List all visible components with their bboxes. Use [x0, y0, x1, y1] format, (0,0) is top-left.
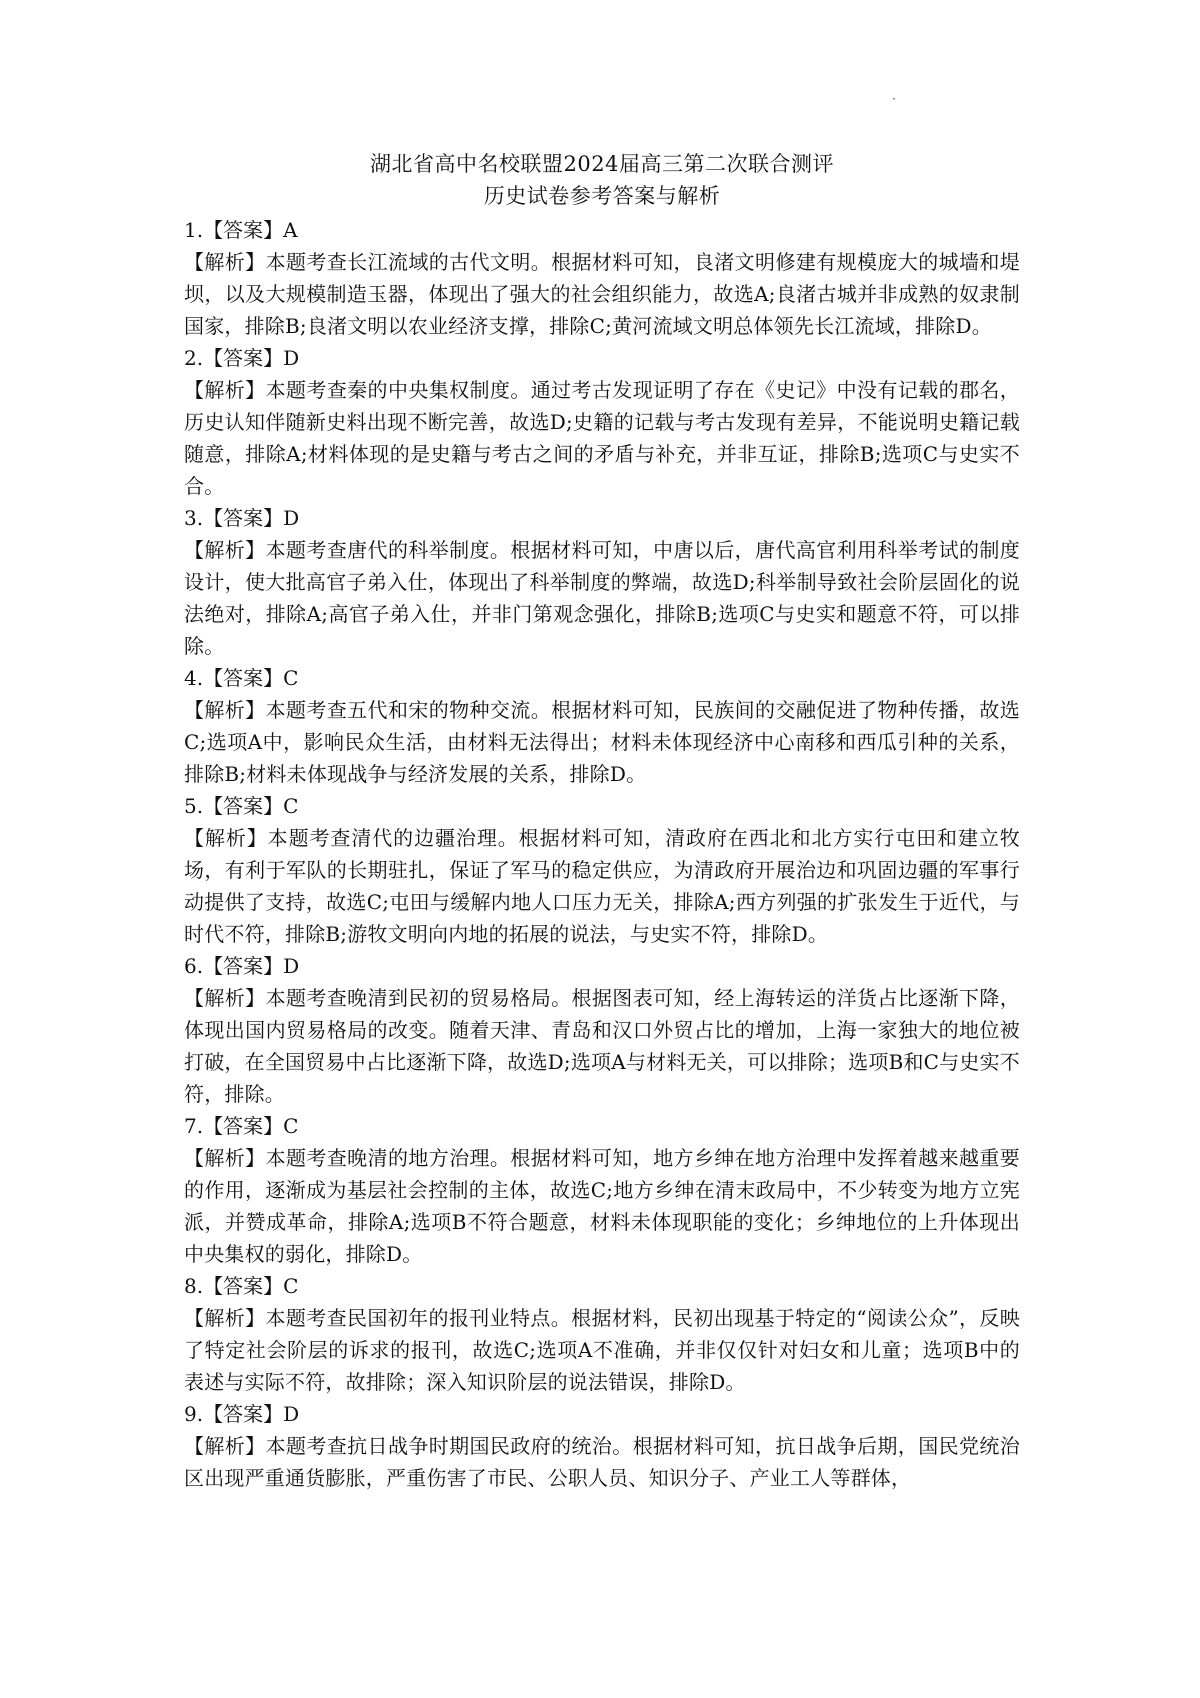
answer-item-9 [184, 1398, 1020, 1494]
answer-line: 1.【答案】A [184, 218, 298, 242]
answer-line: 5.【答案】C [184, 794, 299, 818]
answer-item-8 [184, 1270, 1020, 1398]
analysis-paragraph: 【解析】本题考查长江流域的古代文明。根据材料可知，良渚文明修建有规模庞大的城墙和堤坝，以及大规模制造玉器，体现出了强大的社会组织能力，故选A;良渚古城并非成熟的奴隶制国家，排除B;良渚文明以农业经济支撑，排除C;黄河流域文明总体领先长江流域，排除D。 [184, 250, 1020, 338]
answer-item-7 [184, 1110, 1020, 1270]
answer-line: 7.【答案】C [184, 1114, 299, 1138]
analysis-paragraph: 【解析】本题考查清代的边疆治理。根据材料可知，清政府在西北和北方实行屯田和建立牧场，有利于军队的长期驻扎，保证了军马的稳定供应，为清政府开展治边和巩固边疆的军事行动提供了支持，故选C;屯田与缓解内地人口压力无关，排除A;西方列强的扩张发生于近代，与时代不符，排除B;游牧文明向内地的拓展的说法，与史实不符，排除D。 [184, 826, 1020, 946]
answer-list [184, 214, 1020, 1494]
analysis-paragraph: 【解析】本题考查秦的中央集权制度。通过考古发现证明了存在《史记》中没有记载的郡名，历史认知伴随新史料出现不断完善，故选D;史籍的记载与考古发现有差异，不能说明史籍记载随意，排除A;材料体现的是史籍与考古之间的矛盾与补充，并非互证，排除B;选项C与史实不合。 [184, 378, 1020, 498]
answer-item-1 [184, 214, 1020, 342]
answer-item-3 [184, 502, 1020, 662]
analysis-paragraph: 【解析】本题考查五代和宋的物种交流。根据材料可知，民族间的交融促进了物种传播，故选C;选项A中，影响民众生活，由材料无法得出；材料未体现经济中心南移和西瓜引种的关系，排除B;材料未体现战争与经济发展的关系，排除D。 [184, 698, 1020, 786]
analysis-paragraph: 【解析】本题考查晚清到民初的贸易格局。根据图表可知，经上海转运的洋货占比逐渐下降，体现出国内贸易格局的改变。随着天津、青岛和汉口外贸占比的增加，上海一家独大的地位被打破，在全国贸易中占比逐渐下降，故选D;选项A与材料无关，可以排除；选项B和C与史实不符，排除。 [184, 986, 1020, 1106]
answer-item-6 [184, 950, 1020, 1110]
answer-line: 6.【答案】D [184, 954, 300, 978]
answer-document [184, 148, 1020, 1494]
answer-line: 8.【答案】C [184, 1274, 299, 1298]
answer-item-5 [184, 790, 1020, 950]
answer-item-2 [184, 342, 1020, 502]
answer-item-4 [184, 662, 1020, 790]
document-subtitle: 历史试卷参考答案与解析 [483, 184, 721, 208]
analysis-paragraph: 【解析】本题考查民国初年的报刊业特点。根据材料，民初出现基于特定的“阅读公众”，反映了特定社会阶层的诉求的报刊，故选C;选项A不准确，并非仅仅针对妇女和儿童；选项B中的表述与实际不符，故排除；深入知识阶层的说法错误，排除D。 [184, 1306, 1020, 1394]
analysis-paragraph: 【解析】本题考查晚清的地方治理。根据材料可知，地方乡绅在地方治理中发挥着越来越重要的作用，逐渐成为基层社会控制的主体，故选C;地方乡绅在清末政局中，不少转变为地方立宪派，并赞成革命，排除A;选项B不符合题意，材料未体现职能的变化；乡绅地位的上升体现出中央集权的弱化，排除D。 [184, 1146, 1020, 1266]
answer-line: 3.【答案】D [184, 506, 300, 530]
page-dot-mark: · [892, 92, 896, 106]
document-title: 湖北省高中名校联盟2024届高三第二次联合测评 [370, 152, 834, 176]
answer-line: 2.【答案】D [184, 346, 300, 370]
answer-line: 9.【答案】D [184, 1402, 300, 1426]
answer-line: 4.【答案】C [184, 666, 299, 690]
analysis-paragraph: 【解析】本题考查唐代的科举制度。根据材料可知，中唐以后，唐代高官利用科举考试的制度设计，使大批高官子弟入仕，体现出了科举制度的弊端，故选D;科举制导致社会阶层固化的说法绝对，排除A;高官子弟入仕，并非门第观念强化，排除B;选项C与史实和题意不符，可以排除。 [184, 538, 1020, 658]
analysis-paragraph: 【解析】本题考查抗日战争时期国民政府的统治。根据材料可知，抗日战争后期，国民党统治区出现严重通货膨胀，严重伤害了市民、公职人员、知识分子、产业工人等群体， [184, 1434, 1020, 1490]
